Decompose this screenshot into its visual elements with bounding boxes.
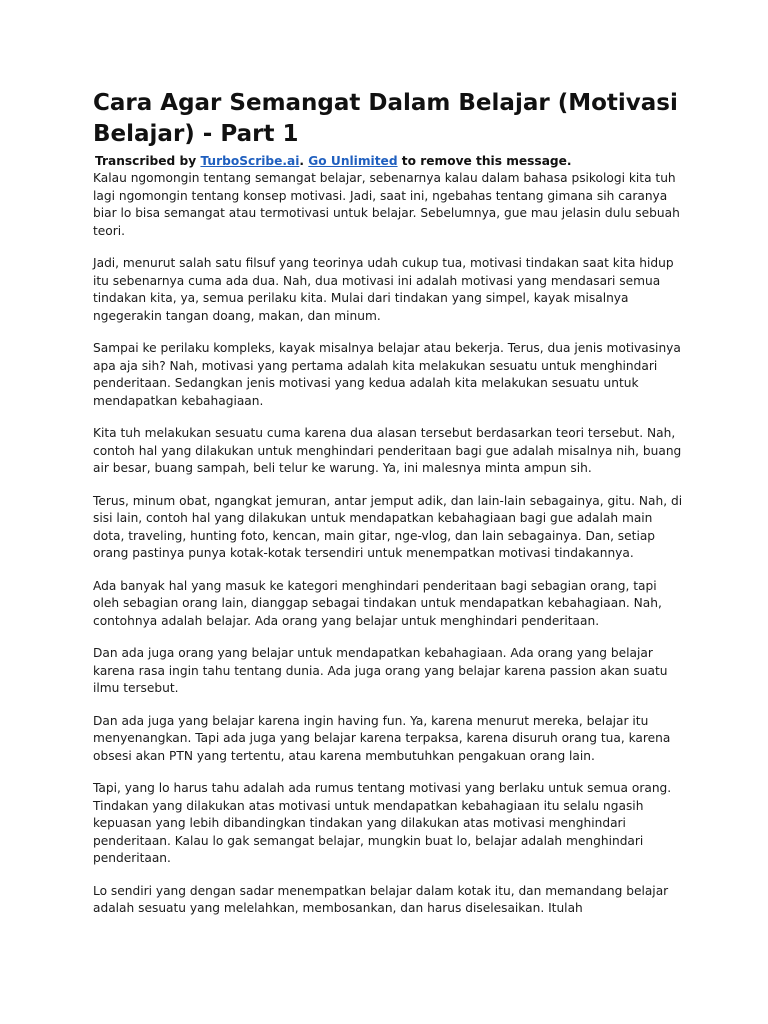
notice-suffix: to remove this message.	[401, 154, 572, 168]
document-title: Cara Agar Semangat Dalam Belajar (Motivasi Belajar) - Part 1	[93, 90, 678, 147]
paragraph-8: Dan ada juga yang belajar karena ingin having fun. Ya, karena menurut mereka, belajar itu menyenangkan. Tapi ada juga yang belajar karena terpaksa, karena disuruh orang tua, karena obsesi akan PTN yang tertentu, atau karena membutuhkan pengakuan orang lain.	[93, 713, 671, 763]
turboscribe-link[interactable]: TurboScribe.ai	[200, 154, 300, 168]
document-page	[93, 88, 683, 933]
notice-prefix: Transcribed by	[95, 154, 197, 168]
paragraph-9: Tapi, yang lo harus tahu adalah ada rumus tentang motivasi yang berlaku untuk semua orang. Tindakan yang dilakukan atas motivasi untuk mendapatkan kebahagiaan itu selalu ngasih kepuasan yang lebih dibandingkan tindakan yang dilakukan atas motivasi menghindari penderitaan. Kalau lo gak semangat belajar, mungkin buat lo, belajar adalah menghindari penderitaan.	[93, 781, 672, 865]
paragraph-1: Kalau ngomongin tentang semangat belajar, sebenarnya kalau dalam bahasa psikologi kita tuh lagi ngomongin tentang konsep motivasi. Jadi, saat ini, ngebahas tentang gimana sih caranya biar lo bisa semangat atau termotivasi untuk belajar. Sebelumnya, gue mau jelasin dulu sebuah teori.	[93, 171, 680, 238]
paragraph-6: Ada banyak hal yang masuk ke kategori menghindari penderitaan bagi sebagian orang, tapi oleh sebagian orang lain, dianggap sebagai tindakan untuk mendapatkan kebahagiaan. Nah, contohnya adalah belajar. Ada orang yang belajar untuk menghindari penderitaan.	[93, 578, 662, 628]
paragraph-10: Lo sendiri yang dengan sadar menempatkan belajar dalam kotak itu, dan memandang belajar adalah sesuatu yang melelahkan, membosankan, dan harus diselesaikan. Itulah	[93, 883, 669, 915]
paragraph-2: Jadi, menurut salah satu filsuf yang teorinya udah cukup tua, motivasi tindakan saat kita hidup itu sebenarnya cuma ada dua. Nah, dua motivasi ini adalah motivasi yang mendasari semua tindakan kita, ya, semua perilaku kita. Mulai dari tindakan yang simpel, kayak misalnya ngegerakin tangan doang, makan, dan minum.	[93, 256, 674, 323]
paragraph-7: Dan ada juga orang yang belajar untuk mendapatkan kebahagiaan. Ada orang yang belajar karena rasa ingin tahu tentang dunia. Ada juga orang yang belajar karena passion akan suatu ilmu tersebut.	[93, 646, 668, 695]
notice-separator: .	[299, 154, 305, 168]
paragraph-3: Sampai ke perilaku kompleks, kayak misalnya belajar atau bekerja. Terus, dua jenis motivasinya apa aja sih? Nah, motivasi yang pertama adalah kita melakukan sesuatu untuk menghindari penderitaan. Sedangkan jenis motivasi yang kedua adalah kita melakukan sesuatu untuk mendapatkan kebahagiaan.	[93, 341, 681, 408]
transcription-notice	[95, 153, 683, 170]
paragraph-4: Kita tuh melakukan sesuatu cuma karena dua alasan tersebut berdasarkan teori tersebut. Nah, contoh hal yang dilakukan untuk menghindari penderitaan bagi gue adalah misalnya nih, buang air besar, buang sampah, beli telur ke warung. Ya, ini malesnya minta ampun sih.	[93, 426, 682, 475]
go-unlimited-link[interactable]: Go Unlimited	[308, 154, 398, 168]
paragraph-5: Terus, minum obat, ngangkat jemuran, antar jemput adik, dan lain-lain sebagainya, gitu. Nah, di sisi lain, contoh hal yang dilakukan untuk mendapatkan kebahagiaan bagi gue adalah main dota, traveling, hunting foto, kencan, main gitar, nge-vlog, dan lain sebagainya. Dan, setiap orang pastinya punya kotak-kotak tersendiri untuk menempatkan motivasi tindakannya.	[93, 493, 683, 560]
